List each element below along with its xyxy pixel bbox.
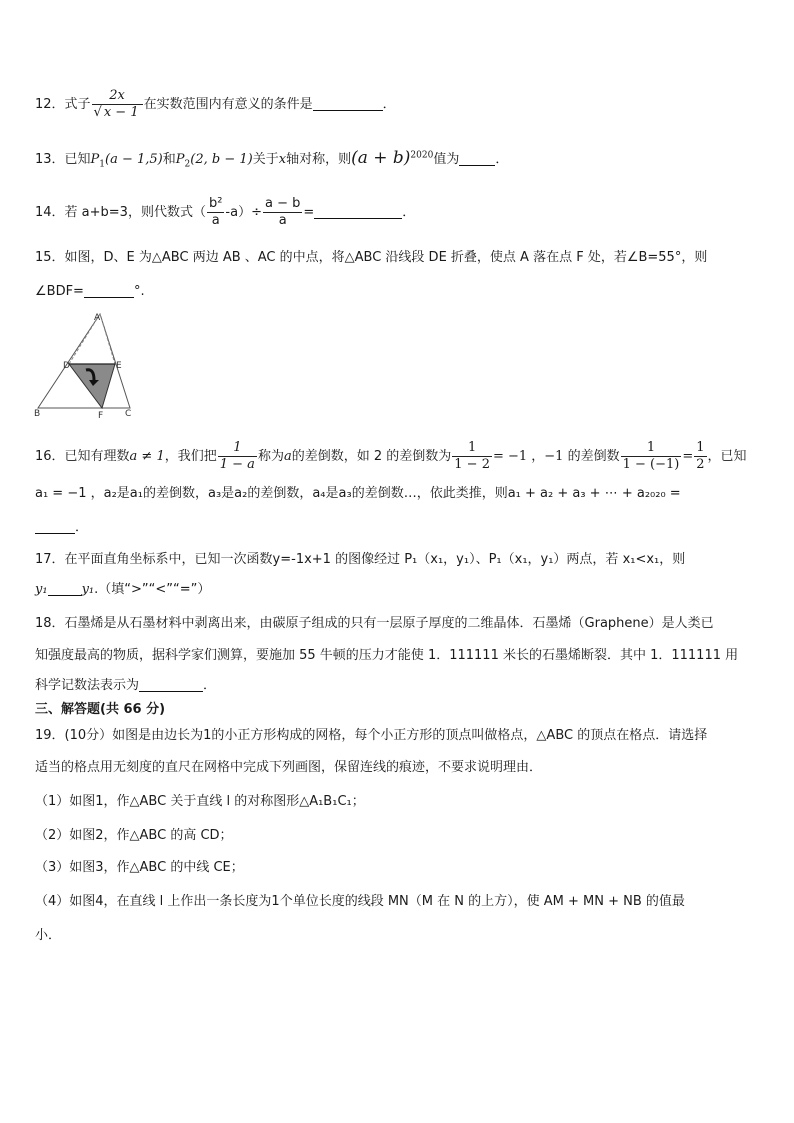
q17-answer-blank <box>48 581 82 596</box>
q16-answer-blank <box>35 519 75 534</box>
q13-answer-blank <box>459 151 495 166</box>
q14-prefix: 14．若 a+b=3，则代数式（ <box>35 205 206 220</box>
question-17-line-2: y₁ y₁.（填“>”“<”“=”） <box>35 582 211 597</box>
question-16-line-3: ． <box>35 518 88 538</box>
label-f: F <box>98 411 104 420</box>
q12-frac-num: 2x <box>92 88 143 105</box>
q13-prefix: 13．已知 <box>35 152 91 167</box>
q16-fraction-2: $\frac{1}{1 - 2}$ <box>454 440 490 472</box>
question-12: 12．式子 $\frac{2x}{√ x - 1}$ 在实数范围内有意义的条件是 ． <box>35 88 396 120</box>
q18-answer-blank <box>139 677 203 692</box>
question-14: 14．若 a+b=3，则代数式（ $\frac{\text{b²}}{a}$ -a）÷ $\frac{a - b}{a}$ = ． <box>35 196 416 228</box>
question-15-line-2: ∠BDF= °. <box>35 284 145 299</box>
question-19-step-3: （3）如图3，作△ABC 的中线 CE； <box>35 860 244 875</box>
label-c: C <box>125 409 132 419</box>
q15-answer-blank <box>84 283 134 298</box>
label-a: A <box>94 313 101 323</box>
question-19-step-2: （2）如图2，作△ABC 的高 CD； <box>35 828 233 843</box>
question-16-line-1: 16．已知有理数a ≠ 1，我们把 $\frac{1}{1 - a}$ 称为a的差倒数，如 2 的差倒数为 $\frac{1}{1 - 2}$ = −1 ，−1 的差倒数 $\frac{1}{1 - (-1)}$ = $\frac{1}{2}$ ，已知 <box>35 440 747 472</box>
section-heading: 三、解答题(共 66 分) <box>35 702 166 717</box>
question-19-step-1: （1）如图1，作△ABC 关于直线 l 的对称图形△A₁B₁C₁； <box>35 794 365 809</box>
q13-expression: (a + b) <box>351 148 411 168</box>
question-18-line-1: 18．石墨烯是从石墨材料中剥离出来，由碳原子组成的只有一层原子厚度的二维晶体．石墨烯（Graphene）是人类已 <box>35 616 714 631</box>
label-d: D <box>63 361 70 371</box>
question-18-line-3: 科学记数法表示为 ． <box>35 678 217 693</box>
question-17-line-1: 17．在平面直角坐标系中，已知一次函数y=-1x+1 的图像经过 P₁（x₁，y₁）、P₁（x₁，y₁）两点，若 x₁<x₁，则 <box>35 552 686 567</box>
q12-prefix: 12．式子 <box>35 97 91 112</box>
q12-answer-blank <box>313 96 383 111</box>
fold-triangle-diagram <box>34 310 144 420</box>
question-16-line-2: a₁ = −1 ，a₂是a₁的差倒数，a₃是a₂的差倒数，a₄是a₃的差倒数…，依此类推，则a₁ + a₂ + a₃ + ⋯ + a₂₀₂₀ = <box>35 486 681 501</box>
q16-fraction-def: $\frac{1}{1 - a}$ <box>219 440 255 472</box>
question-19-step-4-end: 小． <box>35 928 62 943</box>
q16-fraction-neg1: $\frac{1}{1 - (-1)}$ <box>622 440 680 472</box>
label-b: B <box>34 409 41 419</box>
q12-fraction: $\frac{2x}{√ x - 1}$ <box>92 88 143 121</box>
q13-p2: P <box>175 152 185 167</box>
question-19-line-2: 适当的格点用无刻度的直尺在网格中完成下列画图，保留连线的痕迹，不要求说明理由． <box>35 760 543 775</box>
question-15-line-1: 15．如图，D、E 为△ABC 两边 AB 、AC 的中点，将△ABC 沿线段 DE 折叠，使点 A 落在点 F 处，若∠B=55°，则 <box>35 250 708 265</box>
q14-fraction-2: $\frac{a - b}{a}$ <box>264 196 301 228</box>
q12-suffix: 在实数范围内有意义的条件是 <box>143 97 313 112</box>
q14-answer-blank <box>314 204 402 219</box>
question-19-step-4: （4）如图4，在直线 l 上作出一条长度为1个单位长度的线段 MN（M 在 N 的上方），使 AM + MN + NB 的值最 <box>35 894 685 909</box>
q12-frac-den: x − 1 <box>103 105 139 120</box>
triangle-top-dashed-right <box>100 314 115 364</box>
question-18-line-2: 知强度最高的物质，据科学家们测算，要施加 55 牛顿的压力才能使 1．111111 米长的石墨烯断裂．其中 1．111111 用 <box>35 648 739 663</box>
q14-fraction-1: $\frac{\text{b²}}{a}$ <box>208 196 223 228</box>
question-19-line-1: 19．(10分）如图是由边长为1的小正方形构成的网格，每个小正方形的顶点叫做格点，△ABC 的顶点在格点．请选择 <box>35 728 708 743</box>
question-13: 13．已知$P_1(a - 1,5)$和$P_2(2$, b − 1)关于x轴对称，则$(a + b)^{2020}$值为 ． <box>35 148 509 170</box>
label-e: E <box>116 361 122 371</box>
q13-p1: P <box>90 152 100 167</box>
q16-fraction-half: $\frac{1}{2}$ <box>696 440 705 472</box>
